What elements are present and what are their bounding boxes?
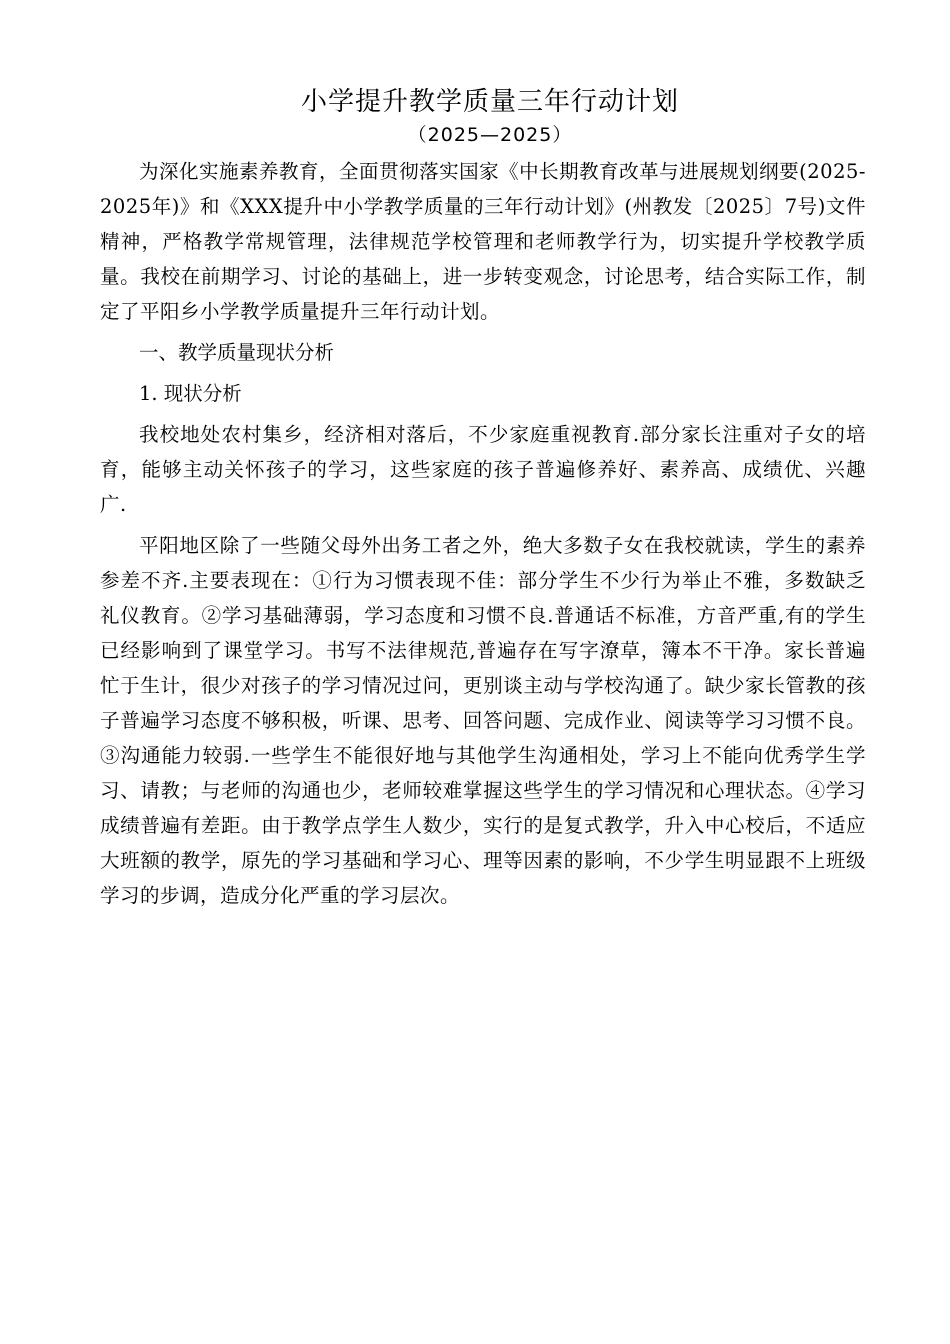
body-paragraph-1: 我校地处农村集乡，经济相对落后，不少家庭重视教育.部分家长注重对子女的培育，能够主动关怀孩子的学习，这些家庭的孩子普遍修养好、素养高、成绩优、兴趣广. bbox=[100, 423, 866, 516]
document-title: 小学提升教学质量三年行动计划 bbox=[300, 87, 679, 117]
section-heading-1: 一、教学质量现状分析 bbox=[139, 341, 335, 364]
subsection-heading-1: 1. 现状分析 bbox=[139, 382, 242, 405]
intro-paragraph: 为深化实施素养教育，全面贯彻落实国家《中长期教育改革与进展规划纲要(2025-2025年)》和《XXX提升中小学教学质量的三年行动计划》(州教发〔2025〕7号)文件精神，严格教学常规管理，法律规范学校管理和老师教学行为，切实提升学校教学质量。我校在前期学习、讨论的基础上，进一步转变观念，讨论思考，结合实际工作，制定了平阳乡小学教学质量提升三年行动计划。 bbox=[100, 160, 866, 323]
body-paragraph-2: 平阳地区除了一些随父母外出务工者之外，绝大多数子女在我校就读，学生的素养参差不齐.主要表现在：①行为习惯表现不佳：部分学生不少行为举止不雅，多数缺乏礼仪教育。②学习基础薄弱，学习态度和习惯不良.普通话不标准，方音严重,有的学生已经影响到了课堂学习。书写不法律规范,普遍存在写字潦草，簿本不干净。家长普遍忙于生计，很少对孩子的学习情况过问，更别谈主动与学校沟通了。缺少家长管教的孩子普遍学习态度不够积极，听课、思考、回答问题、完成作业、阅读等学习习惯不良。③沟通能力较弱.一些学生不能很好地与其他学生沟通相处，学习上不能向优秀学生学习、请教；与老师的沟通也少，老师较难掌握这些学生的学习情况和心理状态。④学习成绩普遍有差距。由于教学点学生人数少，实行的是复式教学，升入中心校后，不适应大班额的教学，原先的学习基础和学习心、理等因素的影响，不少学生明显跟不上班级学习的步调，造成分化严重的学习层次。 bbox=[100, 534, 866, 907]
document-subtitle: （2025—2025） bbox=[407, 124, 573, 146]
